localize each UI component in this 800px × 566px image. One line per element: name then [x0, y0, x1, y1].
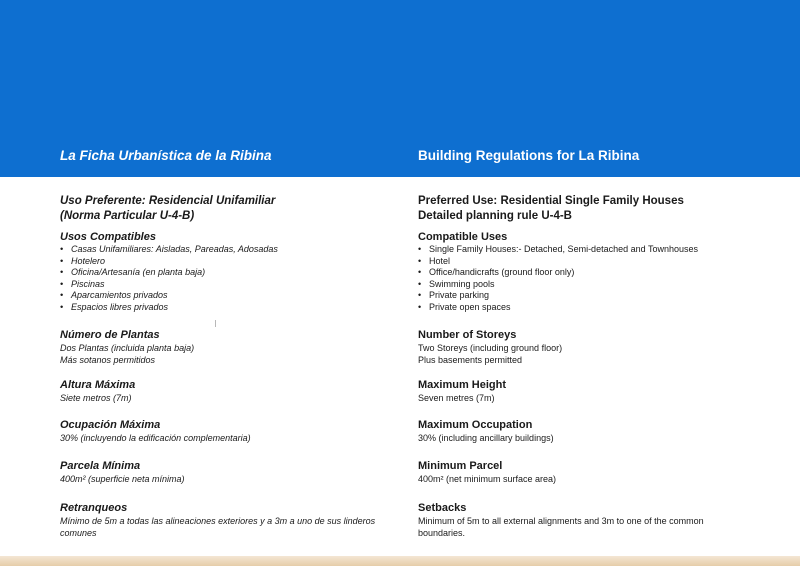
compatible-uses-title: Usos Compatibles — [60, 231, 156, 243]
preferred-use-line1: Uso Preferente: Residencial Unifamiliar — [60, 195, 276, 207]
storeys-line2: Más sotanos permitidos — [60, 355, 156, 365]
spanish-column — [60, 194, 400, 538]
occupation-title: Ocupación Máxima — [60, 419, 161, 431]
setbacks-line2: comunes — [60, 528, 97, 538]
occupation-section — [60, 418, 400, 444]
setbacks-line1: Mínimo de 5m a todas las alineaciones exteriores y a 3m a uno de sus linderos — [60, 516, 376, 526]
list-item: • Office/handicrafts (ground floor only) — [418, 267, 778, 279]
list-item: • Hotel — [418, 256, 778, 268]
preferred-use-line2: (Norma Particular U-4-B) — [60, 210, 195, 222]
storeys-line1: Dos Plantas (incluida planta baja) — [60, 343, 195, 353]
list-item: • Oficina/Artesanía (en planta baja) — [60, 267, 400, 279]
title-spanish: La Ficha Urbanística de la Ribina — [60, 148, 272, 163]
list-item: • Private parking — [418, 290, 778, 302]
height-title: Altura Máxima — [60, 379, 136, 391]
storeys-section — [60, 328, 400, 366]
occupation-section — [418, 418, 778, 444]
english-column — [418, 194, 778, 538]
setbacks-title: Retranqueos — [60, 502, 128, 514]
height-text: Siete metros (7m) — [60, 393, 132, 403]
compatible-uses-list — [60, 244, 400, 313]
height-section — [418, 378, 778, 404]
storeys-section — [418, 328, 778, 366]
occupation-text: 30% (including ancillary buildings) — [418, 433, 554, 443]
list-item: • Swimming pools — [418, 279, 778, 291]
parcel-text: 400m² (net minimum surface area) — [418, 474, 557, 484]
storeys-title: Number of Storeys — [418, 329, 517, 341]
list-item: • Private open spaces — [418, 302, 778, 314]
list-item: • Casas Unifamiliares: Aisladas, Pareadas, Adosadas — [60, 244, 400, 256]
preferred-use-line2: Detailed planning rule U-4-B — [418, 210, 572, 222]
height-text: Seven metres (7m) — [418, 393, 495, 403]
list-item: • Piscinas — [60, 279, 400, 291]
preferred-use-heading — [418, 194, 778, 224]
setbacks-line2: boundaries. — [418, 528, 466, 538]
parcel-text: 400m² (superficie neta mínima) — [60, 474, 185, 484]
scan-mark — [215, 320, 216, 327]
height-title: Maximum Height — [418, 379, 507, 391]
list-item: • Aparcamientos privados — [60, 290, 400, 302]
setbacks-line1: Minimum of 5m to all external alignments and 3m to one of the common — [418, 516, 704, 526]
parcel-title: Parcela Mínima — [60, 460, 141, 472]
height-section — [60, 378, 400, 404]
storeys-title: Número de Plantas — [60, 329, 160, 341]
list-item: • Espacios libres privados — [60, 302, 400, 314]
setbacks-section — [60, 501, 420, 539]
compatible-uses-list — [418, 244, 778, 313]
storeys-line1: Two Storeys (including ground floor) — [418, 343, 563, 353]
preferred-use-line1: Preferred Use: Residential Single Family Houses — [418, 195, 684, 207]
page-bottom-edge — [0, 556, 800, 566]
parcel-section — [418, 459, 778, 485]
parcel-title: Minimum Parcel — [418, 460, 503, 472]
occupation-title: Maximum Occupation — [418, 419, 533, 431]
setbacks-section — [418, 501, 778, 539]
setbacks-title: Setbacks — [418, 502, 467, 514]
preferred-use-heading — [60, 194, 400, 224]
title-english: Building Regulations for La Ribina — [418, 148, 640, 163]
list-item: • Hotelero — [60, 256, 400, 268]
compatible-uses-title: Compatible Uses — [418, 231, 508, 243]
occupation-text: 30% (incluyendo la edificación complementaria) — [60, 433, 251, 443]
list-item: • Single Family Houses:- Detached, Semi-detached and Townhouses — [418, 244, 778, 256]
parcel-section — [60, 459, 400, 485]
storeys-line2: Plus basements permitted — [418, 355, 523, 365]
